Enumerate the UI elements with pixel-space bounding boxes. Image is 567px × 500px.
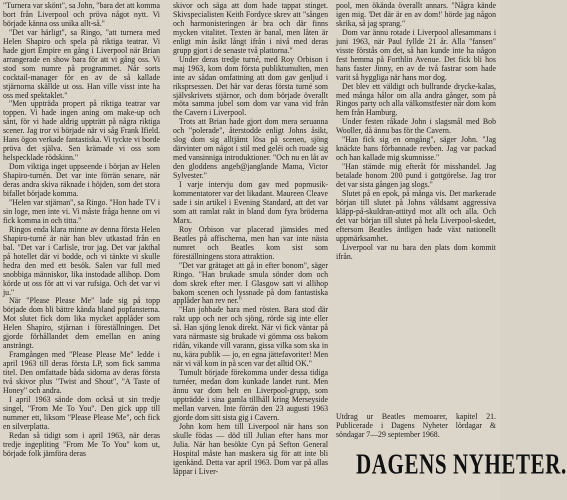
article-column-2 — [173, 2, 328, 500]
article-paragraph: Dom var ännu rotade i Liverpool allesammans i juni 1963, när Paul fyllde 21 år. Alla "fansen" visste förstås om det, så han kunde inte ha någon fest hemma på Forthlin Avenue. Det fick bli hos hans faster Jinny, en av de två fastrar som hade varit så hyggliga när hans mor dog. — [336, 27, 496, 82]
article-paragraph: Under deras tredje turné, med Roy Orbison i maj 1963, kom dom första publiktumulten, men inte av sådan omfattning att dom gav genljud i riksprsessen. Det här var deras första turné som självskrivets stjärnor, och dom började överallt möta samma jubel som dom var vana vid från the Cavern i Liverpool. — [173, 54, 328, 118]
article-paragraph: I varje intervju dom gav med popmusik-kommentatorer var det likadant. Maureen Cleave sade i sin artikel i Evening Standard, att det var som att ramlat rakt in bland dom fyra bröderna Marx. — [173, 180, 328, 225]
article-paragraph: Framgången med "Please Please Me" ledde i april 1963 till deras första LP, som fick samma titel. Den omfattade båda sidorna av deras första två skivor plus "Twist and Shout", "A Taste of Honey" och andra. — [3, 350, 160, 395]
article-paragraph: Trots att Brian hade gjort dom mera seruanna och "polerade", återstodde enligt Johns åsikt, slog dom sig alltjämt lösa på scenen, sjöng därvinter om något i stil med geléi och roade sig med vansinniga introduktioner. "Och nu en låt av den gloddens angeb@janglande Mama, Victor Sylvester." — [173, 117, 328, 181]
article-paragraph: Slutet på en epok, på många vis. Det markerade början till slutet på Johns våldsamt aggressiva kläpp-på-skuldran-attityd mot allt och alla. Och det var början till slutet på hela Liverpool-skedet, eftersom Beatles äntligen hade växt nationellt uppmärksamhet. — [336, 189, 496, 243]
article-paragraph: skivor och säga att dom hade tappat stinget. Skivspecialisten Keith Fordyce skrev att "sången och harmonisteringen är bra och där finns mycken vitalitet. Texten är banal, men låten är enligt min åsikt långt ifrån i nivå med deras grupp gjort i de senaste två plattorna." — [173, 1, 328, 55]
article-paragraph: Under festen råkade John i slagsmål med Bob Wooller, då ännu bas för the Cavern. — [336, 117, 496, 136]
article-paragraph: I april 1963 sände dom också ut sin tredje singel, "From Me To You". Den gick upp till nummer ett, liksom "Please Please Me", och fick en silverplatta. — [3, 394, 160, 431]
article-paragraph: "Men uppträda propert på riktiga teatrar var toppen. Vi hade ingen aning om make-up och sånt, för vi hade aldrig uppträtt på några riktiga scener. Jag tror vi började när vi såg Frank Ifield. Hans ögon verkade fantastiska. Vi tyckte vi borde pröva det själva. Sen krämade vi oss som helspecklade rödskinn." — [3, 99, 160, 163]
newspaper-masthead: DAGENS NYHETER. — [356, 448, 567, 481]
article-column-3 — [336, 2, 496, 372]
article-paragraph: "Helen var stjärnan", sa Ringo. "Hon hade TV i sin loge, men inte vi. Vi måste fråga henne om vi fick komma in och titta." — [3, 197, 160, 225]
article-paragraph: Det blev ett väldigt och bullrande drycke-kalas, med många hålor om alla andra gånger, som på Ringos party och alla välkomstfester när dom kom hem från Hamburg. — [336, 81, 496, 118]
article-column-1 — [3, 2, 160, 500]
article-paragraph: "Det var grätaget att gå in efter bonom", säger Ringo. "Han brukade smula sönder dom och dom skrek efter mer. I Glasgow satt vi allihop bakom scenen och lyssnade på dom fantastiska applåder han rev ner." — [173, 260, 328, 306]
article-paragraph: pool, men ökända överallt annars. "Några kände igen mig. 'Det där är en av dom!' hörde jag någon skrika, så jag sprang." — [336, 1, 496, 28]
article-paragraph: "Han jobbade bara med rösten. Bara stod där rakt upp och ner och sjöng, rörde sig inte eller så. Han sjöng lenok direkt. När vi fick väntar på vara närmaste sig brukade vi gömma oss bakom ridån, vikande vill varann, gissa vilka som ska in nu, kära publik — jo, en egna jättefavoriter! Men när vi väl kom in på scen var det alltid OK." — [173, 305, 328, 369]
article-paragraph: Dom viktiga inget uppseende i början av Helen Shapiro-turnén. Det var inte förrän senare, när deras andra skiva räknade i höjden, som det stora bifallet började komma. — [3, 162, 160, 199]
article-paragraph: "Det var härligt", sa Ringo, "att turnera med Helen Shapiro och spela på riktiga teatrar. Vi hade gjort Empire en gång i Liverpool när Brian arrangerade en show bara för att vi gång oss. Vi stod som numre på programmet. Når sorts cocktail-manager för en av de så kallade stjärnorna skällde ut oss. Han ville visst inte ha oss med spektaklet." — [3, 27, 160, 100]
article-paragraph: Roy Orbison var placerad jämsides med Beatles på affischerna, men han var inte nästa numret och Beatles kom sist som föreställningens stora attraktion. — [173, 224, 328, 261]
article-paragraph: Tumult började förekomma under dessa tidiga turnéer, medan dom kunkade landet runt. Men ännu var dom helt en Liverpool-grupp, som uppträdde i sina gamla tillhåll kring Merseyside mellan varven. Inte förrän den 23 augusti 1963 gjorde dom sitt sista gig i Cavern. — [173, 368, 328, 422]
article-paragraph: "Turnera var skönt", sa John, "bara det att komma bort från Liverpool och pröva något nytt. Vi började känna oss unika allt-så." — [3, 1, 160, 28]
article-paragraph: Redan så tidigt som i april 1963, när deras tredje ingepliting "From Me To You" kom ut, började folk jämföra deras — [3, 430, 160, 458]
article-paragraph: "Han stämde mig efteråt för misshandel. Jag betalade honom 200 pund i gottgörelse. Jag tror det var sista gången jag slogs." — [336, 162, 496, 190]
article-credit — [336, 413, 496, 440]
article-paragraph: Liverpool var nu bara den plats dom kommit ifrån. — [336, 242, 496, 261]
credit-text: Utdrag ur Beatles memoarer, kapitel 21. Publicerade i Dagens Nyheter lördagar & söndagar 7—29 september 1968. — [336, 412, 496, 439]
article-paragraph: Ringos enda klara minne av denna första Helen Shapiro-turné är när han blev utkastad från en bal. "Det var i Carlisle, tror jag. Det var jakthal på hotellet där vi bodde, och vi tänkte vi skulle hedra den med ett besök. Salen var full med snobbiga människor, lika instodade allihop. Dom körde ut oss för att vi var rufsiga. Och det var vi ju." — [3, 224, 160, 297]
article-paragraph: När "Please Please Me" lade sig på topp började dom bli bättre kända bland popfansterna. Mot slutet fick dom lika mycket applåder som Helen Shapiro, stjärnan i föreställningen. Det gjorde förhållandet dem emellan en aning ansträngt. — [3, 296, 160, 351]
article-paragraph: John kom hem till Liverpool när hans son skulle födas — död till Julian efter hans mor Julia. När han besökte Cyn på Sefton General Hospital måste han maskera sig för att inte bli igenkänd. Detta var april 1963. Dom var på allas läppar i Liver- — [173, 421, 328, 476]
article-paragraph: "Han fick sig en omgång", säger John. "Jag knäckte hans förbannade revben. Jag var packad och han kallade mig skumnisse." — [336, 135, 496, 163]
